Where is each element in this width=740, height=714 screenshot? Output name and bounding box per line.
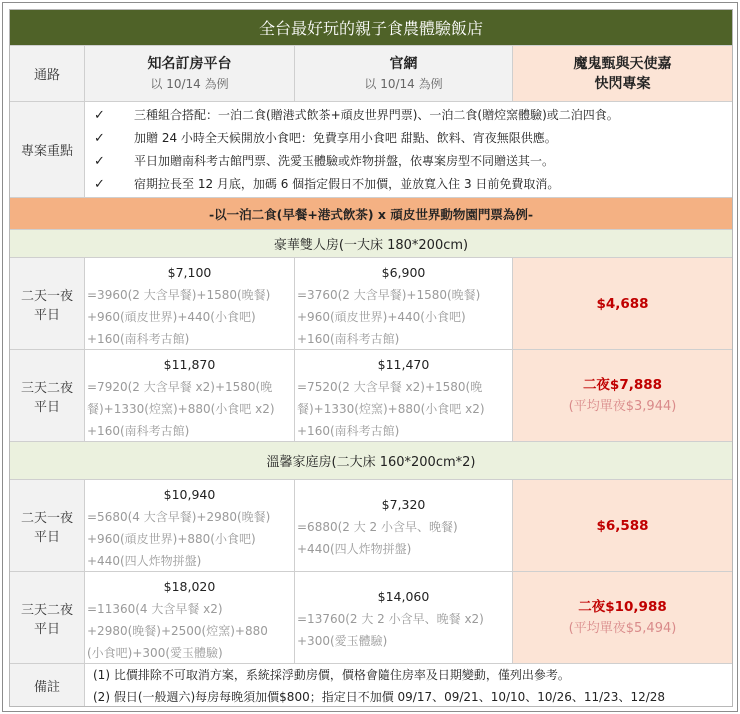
platform-breakdown-line: +2980(晚餐)+2500(焢窯)+880 [87, 624, 268, 638]
platform-total: $10,940 [163, 487, 216, 502]
col1-sub: 以 10/14 為例 [150, 76, 229, 91]
room-heading-deluxe-double: 豪華雙人房(一大床 180*200cm) [10, 230, 732, 258]
platform-price-cell [85, 480, 295, 572]
stay-length: 三天二夜 [20, 602, 73, 618]
page-frame [2, 2, 738, 712]
platform-price-cell [85, 350, 295, 442]
col2-sub: 以 10/14 為例 [364, 76, 443, 91]
highlight-text: 加贈 24 小時全天候開放小食吧：免費享用小食吧 甜點、飲料、宵夜無限供應。 [134, 131, 557, 145]
col3-sub: 快閃專案 [594, 75, 651, 92]
platform-breakdown-line: +160(南科考古館) [87, 332, 190, 346]
official-breakdown-line: =13760(2 大 2 小含早、晚餐 x2) [297, 612, 484, 626]
highlights-list [85, 102, 732, 198]
platform-breakdown-line: +960(頑皮世界)+880(小食吧) [87, 532, 256, 546]
platform-breakdown-line: =11360(4 大含早餐 x2) [87, 602, 223, 616]
stay-day-type: 平日 [33, 529, 60, 545]
platform-total: $7,100 [167, 265, 212, 280]
platform-total: $18,020 [163, 579, 216, 594]
official-breakdown-line: +160(南科考古館) [297, 424, 400, 438]
official-price-cell [295, 480, 513, 572]
platform-breakdown-line: +440(四人炸物拼盤) [87, 554, 202, 568]
official-breakdown-line: +960(頑皮世界)+440(小食吧) [297, 310, 466, 324]
platform-breakdown-line: 餐)+1330(焢窯)+880(小食吧 x2) [87, 402, 275, 416]
highlight-text: 平日加贈南科考古館門票、洗愛玉體驗或炸物拼盤，依專案房型不同贈送其一。 [134, 154, 555, 168]
official-total: $7,320 [381, 497, 426, 512]
official-price-cell [295, 258, 513, 350]
official-price-cell [295, 572, 513, 664]
highlight-text: 三種組合搭配：一泊二食(贈港式飲茶+頑皮世界門票)、一泊二食(贈焢窯體驗)或二泊四食。 [134, 108, 619, 122]
official-breakdown-line: +160(南科考古館) [297, 332, 400, 346]
stay-length: 二天一夜 [20, 510, 73, 526]
row-label-cell [10, 480, 85, 572]
header-col-flash-deal [513, 46, 732, 102]
header-label-text: 通路 [33, 68, 60, 83]
official-total: $14,060 [377, 589, 430, 604]
platform-breakdown-line: +960(頑皮世界)+440(小食吧) [87, 310, 256, 324]
note-item: (1) 比價排除不可取消方案，系統採浮動房價，價格會隨住房率及日期變動，僅列出參考。 [93, 668, 570, 682]
platform-breakdown-line: +160(南科考古館) [87, 424, 190, 438]
check-icon: ✓ [94, 131, 105, 146]
official-total: $6,900 [381, 265, 426, 280]
col2-name: 官網 [389, 55, 418, 72]
platform-total: $11,870 [163, 357, 216, 372]
highlights-label-cell [10, 102, 85, 198]
highlight-text: 宿期拉長至 12 月底，加碼 6 個指定假日不加價，並放寬入住 3 日前免費取消。 [134, 177, 560, 191]
official-breakdown-line: =3760(2 大含早餐)+1580(晚餐) [297, 288, 481, 302]
notes-label-cell [10, 664, 85, 706]
platform-price-cell [85, 572, 295, 664]
header-row-label [10, 46, 85, 102]
flash-price: $4,688 [596, 295, 649, 312]
flash-price: 二夜$10,988 [578, 598, 667, 615]
official-breakdown-line: =7520(2 大含早餐 x2)+1580(晚 [297, 380, 483, 394]
platform-breakdown-line: =5680(4 大含早餐)+2980(晚餐) [87, 510, 271, 524]
col1-name: 知名訂房平台 [147, 55, 232, 72]
highlight-item [94, 127, 732, 150]
row-label-cell [10, 350, 85, 442]
highlight-item [94, 104, 732, 127]
table-title: 全台最好玩的親子食農體驗飯店 [10, 10, 732, 46]
room-heading-family: 溫馨家庭房(二大床 160*200cm*2) [10, 442, 732, 480]
highlights-label: 專案重點 [20, 144, 73, 159]
flash-price-per-night: (平均單夜$3,944) [568, 398, 677, 414]
official-breakdown-line: +300(愛玉體驗) [297, 634, 388, 648]
stay-length: 三天二夜 [20, 380, 73, 396]
flash-price-cell [513, 572, 732, 664]
check-icon: ✓ [94, 177, 105, 192]
flash-price-cell [513, 480, 732, 572]
notes-list [85, 664, 732, 706]
note-item: (2) 假日(一般週六)每房每晚須加價$800；指定日不加價 09/17、09/21、10/10、10/26、11/23、12/28 [93, 690, 666, 704]
flash-price: 二夜$7,888 [582, 376, 663, 393]
header-col-official-site [295, 46, 513, 102]
check-icon: ✓ [94, 154, 105, 169]
platform-price-cell [85, 258, 295, 350]
notes-label: 備註 [33, 679, 60, 695]
platform-breakdown-line: =7920(2 大含早餐 x2)+1580(晚 [87, 380, 273, 394]
col3-name: 魔鬼甄與天使嘉 [573, 55, 672, 72]
platform-breakdown-line: (小食吧)+300(愛玉體驗) [87, 646, 223, 660]
flash-price: $6,588 [596, 517, 649, 534]
highlight-item [94, 150, 732, 173]
check-icon: ✓ [94, 108, 105, 123]
official-price-cell [295, 350, 513, 442]
example-banner: -以一泊二食(早餐+港式飲茶) x 頑皮世界動物園門票為例- [10, 198, 732, 230]
platform-breakdown-line: =3960(2 大含早餐)+1580(晚餐) [87, 288, 271, 302]
stay-length: 二天一夜 [20, 288, 73, 304]
official-breakdown-line: 餐)+1330(焢窯)+880(小食吧 x2) [297, 402, 485, 416]
highlight-item [94, 173, 732, 196]
stay-day-type: 平日 [33, 621, 60, 637]
flash-price-cell [513, 258, 732, 350]
flash-price-cell [513, 350, 732, 442]
row-label-cell [10, 258, 85, 350]
header-col-booking-platform [85, 46, 295, 102]
official-breakdown-line: +440(四人炸物拼盤) [297, 542, 412, 556]
official-breakdown-line: =6880(2 大 2 小含早、晚餐) [297, 520, 458, 534]
row-label-cell [10, 572, 85, 664]
comparison-table [9, 9, 733, 707]
stay-day-type: 平日 [33, 399, 60, 415]
flash-price-per-night: (平均單夜$5,494) [568, 620, 677, 636]
official-total: $11,470 [377, 357, 430, 372]
stay-day-type: 平日 [33, 307, 60, 323]
